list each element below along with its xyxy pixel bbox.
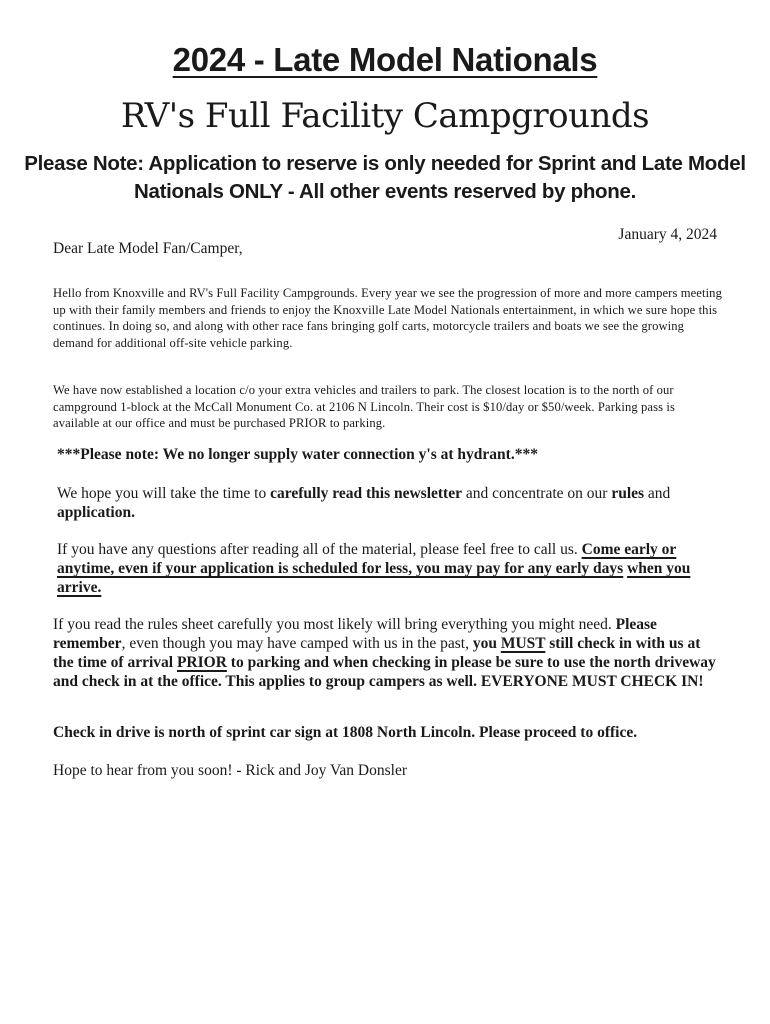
p4-underline-3: when you arrive. — [57, 560, 691, 596]
p3-text-3: and — [644, 485, 671, 502]
page-subtitle: RV's Full Facility Campgrounds — [120, 96, 650, 136]
p5-must: MUST — [500, 635, 546, 652]
p3-bold-application: application. — [57, 504, 135, 521]
water-note: ***Please note: We no longer supply water connection y's at hydrant.*** — [57, 446, 538, 463]
p5-prior: PRIOR — [176, 654, 227, 671]
p3-bold-newsletter: carefully read this newsletter — [270, 485, 462, 502]
p5-bold-2: you — [472, 635, 501, 652]
salutation: Dear Late Model Fan/Camper, — [53, 240, 243, 257]
application-notice: Please Note: Application to reserve is only needed for Sprint and Late Model Nationals ONLY - All other events reserved by phone. — [24, 152, 746, 203]
p4-underline-2: anytime, even if your application is scheduled for less, you may pay for any early days — [57, 560, 624, 577]
check-in-rules-paragraph — [53, 615, 718, 691]
p3-text-2: and concentrate on our — [461, 485, 612, 502]
p4-underline-1: Come early or — [581, 541, 677, 558]
page-title — [0, 40, 770, 80]
letter-date: January 4, 2024 — [618, 226, 717, 243]
intro-paragraph: Hello from Knoxville and RV's Full Facility Campgrounds. Every year we see the progression of more and more campers meeting up with their family members and friends to enjoy the Knoxville Late Model Nationals entertainment, in which we sure hope this continues. In doing so, and along with other race fans bringing golf carts, motorcycle trailers and boats we see the growing demand for additional off-site vehicle parking. — [53, 286, 722, 350]
p5-bold-3: still check in with us at the time of arrival — [53, 635, 701, 671]
questions-paragraph — [57, 540, 697, 597]
p5-text-1: If you read the rules sheet carefully you most likely will bring everything you might need. — [53, 616, 616, 633]
newsletter-paragraph — [57, 484, 697, 522]
title-text: 2024 - Late Model Nationals — [172, 41, 598, 78]
p3-text-1: We hope you will take the time to — [57, 485, 271, 502]
closing-signature: Hope to hear from you soon! - Rick and Joy Van Donsler — [53, 762, 407, 779]
p5-bold-4: to parking and when checking in please be sure to use the north driveway and check in at the office. This applies to group campers as well. EVERYONE MUST CHECK IN! — [53, 654, 716, 690]
p3-bold-rules: rules — [611, 485, 645, 502]
p5-text-2: , even though you may have camped with us in the past, — [121, 635, 473, 652]
parking-paragraph: We have now established a location c/o your extra vehicles and trailers to park. The closest location is to the north of our campground 1-block at the McCall Monument Co. at 2106 N Lincoln. Their cost is $10/day or $50/week. Parking pass is available at our office and must be purchased PRIOR to parking. — [53, 383, 675, 430]
check-in-drive-paragraph: Check in drive is north of sprint car sign at 1808 North Lincoln. Please proceed to office. — [53, 724, 638, 741]
p4-text-1: If you have any questions after reading all of the material, please feel free to call us. — [57, 541, 582, 558]
p5-bold-1: Please remember — [53, 616, 657, 652]
